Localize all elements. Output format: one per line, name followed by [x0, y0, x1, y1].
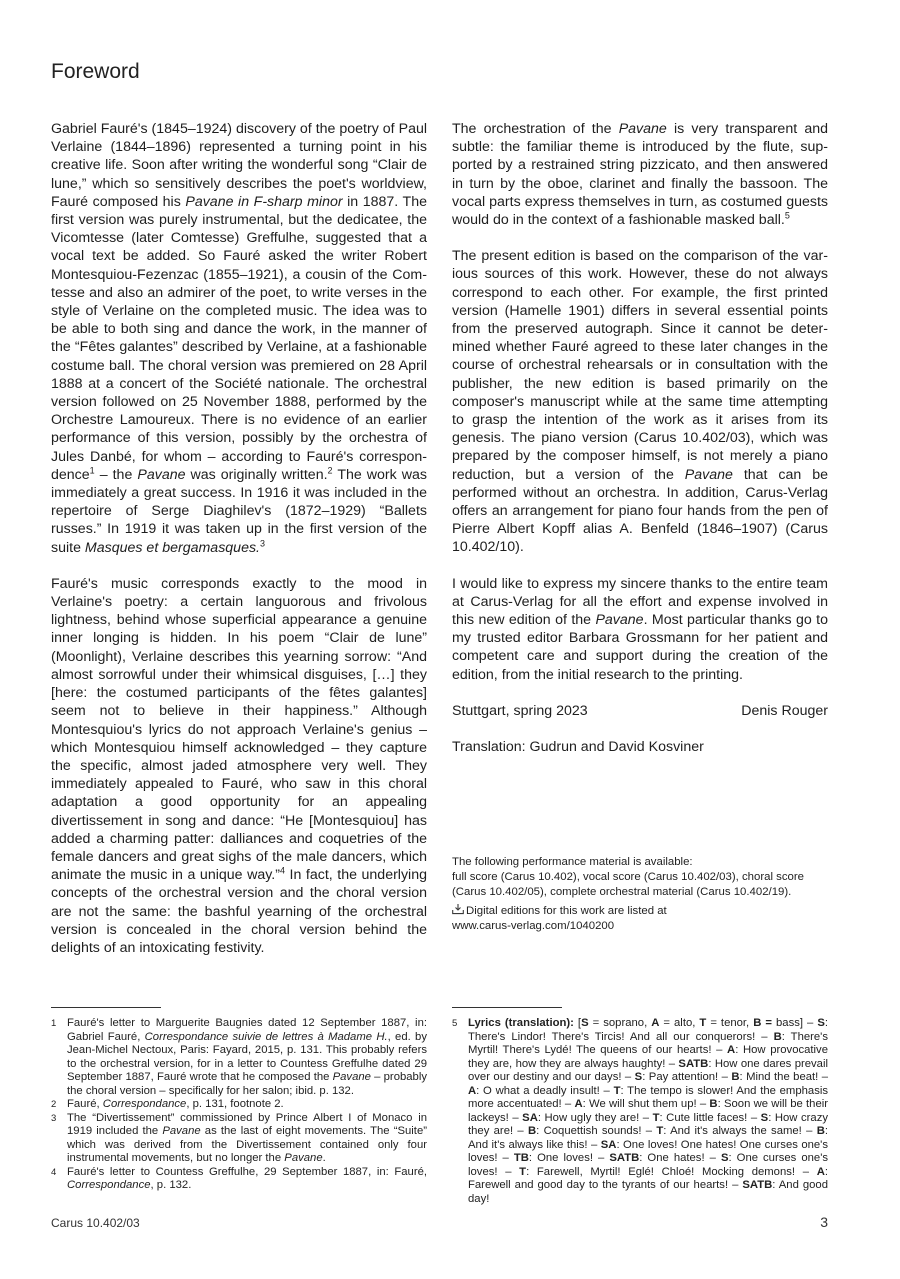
download-icon: [452, 904, 464, 915]
footnotes-left: [51, 1017, 427, 1193]
voice-label: B =: [753, 1017, 772, 1029]
voice-label: SATB: [609, 1152, 640, 1164]
translation-credit: Translation: Gudrun and David Kosviner: [452, 739, 704, 756]
paragraph-orchestration: The orchestration of the Pavane is very transparent and subtle: the familiar theme is introduced by the flute, supported by a restrained string pizzicato, and then answered in turn by the oboe, clarinet and finally the bassoon. The vocal parts express themselves in turn, as costumed guests would do in the context of a fashionable masked ball.$^5$: [452, 121, 828, 229]
voice-label: T: [656, 1125, 664, 1137]
footnote-divider-left: [51, 1007, 161, 1008]
voice-label: A: [816, 1165, 825, 1178]
voice-label: B: [773, 1030, 782, 1043]
voice-label: S: [581, 1017, 589, 1029]
footnotes-right: [452, 1017, 828, 1206]
footnote-3: 3 The “Divertissement” commissioned by Prince Albert I of Monaco in 1919 included the Pavane as the last of eight movements. The “Suite” which was derived from the Divertissement contained only four instrumental movements, but no longer the Pavane.: [51, 1111, 427, 1164]
footnote-ref-3[interactable]: 3: [260, 537, 266, 548]
paragraph-thanks: I would like to express my sincere thanks to the entire team at Carus-Verlag for all the effort and expense involved in this new edition of the Pavane. Most particular thanks go to my trusted editor Barbara Grossmann for her patient and competent care and support during the creation of the edition, from the initial research to the printing.: [452, 575, 828, 683]
footnote-ref-4[interactable]: 4: [279, 865, 285, 876]
voice-label: T: [699, 1017, 707, 1029]
author-name: Denis Rouger: [741, 702, 828, 719]
footnote-4: 4 Fauré's letter to Countess Greffulhe, 29 September 1887, in: Fauré, Correspondance, p. 132.: [51, 1165, 427, 1191]
place-date: Stuttgart, spring 2023: [452, 702, 588, 719]
voice-label: A: [727, 1044, 736, 1056]
performance-items: full score (Carus 10.402), vocal score (Carus 10.402/03), choral score (Carus 10.402/05), complete orchestral material (Carus 10.402/19).: [452, 870, 805, 898]
voice-label: SATB: [742, 1179, 773, 1191]
footer-catalog-number: Carus 10.402/03: [51, 1216, 140, 1230]
paragraph-intro: Gabriel Fauré's (1845–1924) discovery of the poetry of Paul Verlaine (1844–1896) represented a turning point in his creative life. Soon after writing the wonderful song “Clair de lune,” which so sensitively describes the poet's worldview, Fauré composed his Pavane in F-sharp minor in 1887. The first version was purely instrumental, but the dedicatee, the Vicomtesse (later Comtesse) Greffulhe, suggested that a vocal text be added. So Fauré asked the writer Robert Montesquiou-Fezenzac (1855–1921), a cousin of the Comtesse and also an admirer of the poet, to write verses in the style of Verlaine on the completed music. The idea was to be able to both sing and dance the work, in the manner of the “Fêtes galantes” described by Verlaine, at a fashionable costume ball. The choral version was premiered on 28 April 1888 at a concert of the Société nationale. The orchestral version followed on 25 November 1888, performed by the Orchestre Lamoureux. There is no evidence of an earlier performance of this version, possibly by the orchestra of Jules Danbé, for whom – according to Fauré's correspondence$^1$ – the Pavane was originally written.$^2$ The work was immediately a great success. In 1916 it was included in the repertoire of Serge Diaghilev's (1872–1929) “Ballets russes.” In 1919 it was taken up in the first version of the suite Masques et bergamasques.$^3$: [51, 121, 428, 556]
voice-label: A: [468, 1084, 477, 1097]
footnote-2: 2 Fauré, Correspondance, p. 131, footnote 2.: [51, 1098, 284, 1110]
footnote-divider-right: [452, 1007, 562, 1008]
voice-label: SATB: [678, 1057, 709, 1070]
paragraph-edition: The present edition is based on the comparison of the various sources of this work. However, these do not always correspond to each other. For example, the first printed version (Hamelle 1901) differs in several essential points from the preserved autograph. Since it cannot be determined whether Fauré agreed to these later changes in the course of orchestral rehearsals or in consultation with the publisher, the new edition is based primarily on the composer's manuscript while at the same time attempting to grasp the intention of the work as it arises from its genesis. The piano version (Carus 10.402/03), which was prepared by the composer himself, is not merely a piano reduction, but a version of the Pavane that can be performed without an orchestra. In addition, Carus-Verlag offers an arrangement for piano four hands from the pen of Pierre Albert Kopff alias A. Benfeld (1846–1907) (Carus 10.402/10).: [452, 248, 828, 556]
voice-label: B: [731, 1071, 740, 1083]
voice-label: SA: [600, 1138, 617, 1151]
right-column: [452, 120, 828, 774]
left-column: [51, 120, 427, 975]
paragraph-mood: Fauré's music corresponds exactly to the mood in Verlaine's poetry: a certain languorous and frivolous lightness, behind whose superficial appearance a genuine inner longing is hidden. In his poem “Clair de lune” (Moonlight), Verlaine describes this yearning sorrow: “And almost sorrowful under their whimsical disguises, […] they [here: the costumed participants of the fêtes galantes] seem not to believe in their happiness.” Although Montesquiou's lyrics do not approach Verlaine's genius – which Montesquiou himself acknowledged – they capture the specific, almost jaded atmosphere very well. They immediately appealed to Fauré, who saw in this choral adaptation a good opportunity for an appealing divertissement in song and dance: “He [Montesquiou] has added a charming patter: dalliances and coquetries of the female dancers and great sighs of the male dancers, which animate the music in a unique way.”$^4$ In fact, the underlying concepts of the orchestral version and the choral version are not the same: the bashful yearning of the orchestral version is concealed in the choral version behind the delights of an intoxicating festivity.: [51, 575, 427, 956]
footnote-ref-1[interactable]: 1: [89, 465, 95, 476]
voice-label: T: [519, 1165, 527, 1178]
voice-label: SA: [522, 1111, 538, 1124]
digital-editions-text: Digital editions for this work are listed at: [466, 905, 667, 918]
voice-label: S: [817, 1017, 825, 1029]
footnote-ref-5[interactable]: 5: [784, 210, 790, 221]
digital-editions-link[interactable]: www.carus-verlag.com/1040200: [452, 920, 615, 933]
voice-label: T: [613, 1084, 621, 1097]
performance-heading: The following performance material is available:: [452, 856, 693, 868]
voice-label: B: [528, 1125, 537, 1137]
signature-line: [452, 702, 828, 720]
voice-label: S: [634, 1071, 643, 1083]
lyrics-heading: Lyrics (translation):: [468, 1017, 574, 1029]
voice-label: A: [651, 1017, 660, 1029]
performance-material: [452, 855, 832, 939]
voice-label: S: [720, 1152, 729, 1164]
voice-label: T: [652, 1111, 660, 1124]
voice-label: S: [760, 1111, 769, 1124]
voice-label: B: [709, 1098, 718, 1110]
page-title: Foreword: [51, 60, 140, 83]
voice-label: TB: [513, 1152, 529, 1164]
page-number: 3: [820, 1214, 828, 1230]
voice-label: B: [816, 1125, 825, 1137]
footnote-5-lyrics: 5 Lyrics (translation): [S = soprano, A = alto, T = tenor, B = bass] – S: There's Lindor! There's Tircis! And all our conquerors! – B: There's Myrtil! There's Lydé! The queens of our hearts! – A: How provocative they are, how they are always haughty! – SATB: How one dares prevail over our destiny and our days! – S: Pay attention! – B: Mind the beat! – A: O what a deadly insult! – T: The tempo is slower! And the emphasis more accentuated! – A: We will shut them up! – B: Soon we will be their lackeys! – SA: How ugly they are! – T: Cute little faces! – S: How crazy they are! – B: Coquettish sounds! – T: And it's always the same! – B: And it's always like this! – SA: One loves! One hates! One curses one's loves! – TB: One loves! – SATB: One hates! – S: One curses one's loves! – T: Farewell, Myrtil! Eglé! Chloé! Mocking demons! – A: Farewell and good day to the tyrants of our hearts! – SATB: And good day!: [452, 1017, 829, 1205]
footnote-1: 1 Fauré's letter to Marguerite Baugnies dated 12 September 1887, in: Gabriel Fauré, Correspondance suivie de lettres à Madame H., ed. by Jean-Michel Nectoux, Paris: Fayard, 2015, p. 131. This probably refers to the orchestral version, for in a letter to Countess Greffulhe dated 29 September 1887, Fauré wrote that he composed the Pavane – probably the choral version – specifically for her salon; ibid. p. 132.: [51, 1017, 427, 1097]
voice-label: A: [574, 1098, 583, 1110]
footnote-ref-2[interactable]: 2: [327, 465, 333, 476]
